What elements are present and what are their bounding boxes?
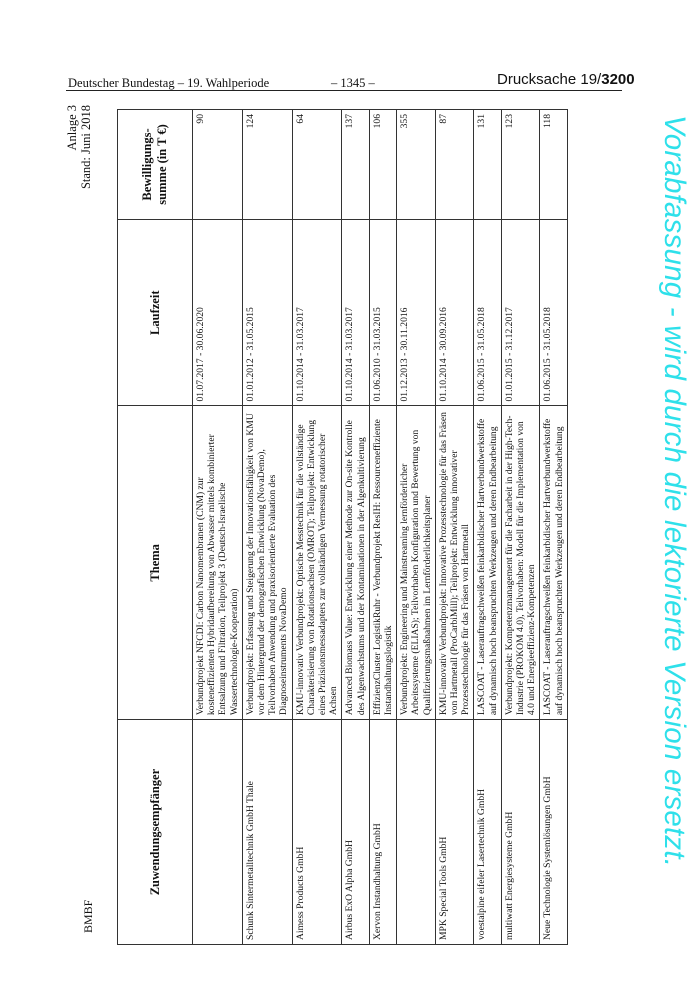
page-number: – 1345 – — [331, 76, 375, 90]
cell-summe: 64 — [292, 110, 342, 220]
header-laufzeit: Laufzeit — [118, 219, 193, 406]
table-row — [292, 110, 342, 945]
draft-watermark: Vorabfassung - wird durch die lektorierte Version ersetzt. — [658, 115, 691, 868]
cell-laufzeit: 01.06.2015 - 31.05.2018 — [474, 219, 501, 406]
cell-summe: 87 — [435, 110, 474, 220]
header-empfaenger: Zuwendungsempfänger — [118, 720, 193, 945]
stand-label: Stand: Juni 2018 — [79, 105, 93, 190]
cell-thema: Advanced Biomass Value: Entwicklung einer Methode zur On-site Kontrolle des Algenwachstums und der Kontaminationen in der Algenkultivierung — [342, 406, 369, 720]
cell-laufzeit: 01.10.2014 - 30.09.2016 — [435, 219, 474, 406]
table-row — [474, 110, 501, 945]
drucksache-prefix: 19/ — [580, 71, 602, 88]
table-row — [501, 110, 540, 945]
cell-thema: LASCOAT - Laserauftragschweißen feinkarbidischer Hartverbundwerkstoffe auf dynamisch hoch beanspruchten Werkzeugen und deren Endbearbeitung — [540, 406, 567, 720]
cell-summe: 131 — [474, 110, 501, 220]
table-row — [369, 110, 396, 945]
cell-empfaenger — [397, 720, 436, 945]
table-row — [435, 110, 474, 945]
cell-thema: Verbundprojekt: Erfassung und Steigerung der Innovationsfähigkeit von KMU vor dem Hintergrund der demografischen Entwicklung (NovaDemo), Teilvorhaben Anwendung und praxisorientierte Evaluation des Diagnoseinstruments NovaDemo — [242, 406, 292, 720]
cell-empfaenger: Neue Technologie Systemlösungen GmbH — [540, 720, 567, 945]
cell-empfaenger: multiwatt Energiesysteme GmbH — [501, 720, 540, 945]
cell-summe: 118 — [540, 110, 567, 220]
cell-empfaenger: Aimess Products GmbH — [292, 720, 342, 945]
cell-empfaenger: voestalpine eifeler Lasertechnik GmbH — [474, 720, 501, 945]
cell-summe: 137 — [342, 110, 369, 220]
cell-thema: KMU-innovativ Verbundprojekt: Optische Messtechnik für die vollständige Charakterisierung von Rotationsachsen (OMROT); Teilprojekt: Entwicklung eines Präzisionsmessadapters zur vollständigen Vermessung rotatorischer Achsen — [292, 406, 342, 720]
cell-laufzeit: 01.01.2012 - 31.05.2015 — [242, 219, 292, 406]
anlage-label: Anlage 3 — [65, 105, 79, 151]
cell-empfaenger: Schunk Sintermetalltechnik GmbH Thale — [242, 720, 292, 945]
cell-laufzeit: 01.10.2014 - 31.03.2017 — [292, 219, 342, 406]
drucksache-word: Drucksache — [497, 71, 577, 88]
cell-laufzeit: 01.06.2010 - 31.03.2015 — [369, 219, 396, 406]
cell-thema: Verbundprojekt: Kompetenzmanagement für die Facharbeit in der High-Tech-Industrie (PROKOM 4.0), Teilvorhaben: Modell für die Implementation von 4.0 und Energieeffizienz-Kompetenzen — [501, 406, 540, 720]
funding-table — [117, 109, 568, 945]
drucksache-label — [497, 71, 635, 88]
cell-thema: Verbundprojekt NFCDI: Carbon Nanomembranen (CNM) zur kosteneffizienten Hybridaufbereitung von Abwasser mittels kombinierter Entsalzung und Filtration, Teilprojekt 3 (Deutsch-Israelische Wassertechnologie-Kooperation) — [193, 406, 243, 720]
cell-laufzeit: 01.10.2014 - 31.03.2017 — [342, 219, 369, 406]
table-row — [540, 110, 567, 945]
cell-empfaenger: Airbus ExO Alpha GmbH — [342, 720, 369, 945]
cell-summe: 106 — [369, 110, 396, 220]
cell-laufzeit: 01.07.2017 - 30.06.2020 — [193, 219, 243, 406]
header-summe: Bewilligungs-summe (in T €) — [118, 110, 193, 220]
rotated-page — [65, 105, 605, 945]
cell-summe: 355 — [397, 110, 436, 220]
cell-empfaenger: MPK Special Tools GmbH — [435, 720, 474, 945]
cell-empfaenger: Xervon Instandhaltung GmbH — [369, 720, 396, 945]
table-row — [342, 110, 369, 945]
cell-laufzeit: 01.12.2013 - 30.11.2016 — [397, 219, 436, 406]
cell-empfaenger — [193, 720, 243, 945]
cell-laufzeit: 01.06.2015 - 31.05.2018 — [540, 219, 567, 406]
cell-summe: 90 — [193, 110, 243, 220]
cell-thema: EffizienzCluster LogistikRuhr - Verbundprojekt ResIH: Ressourceneffiziente Instandhaltungslogistik — [369, 406, 396, 720]
cell-summe: 124 — [242, 110, 292, 220]
cell-thema: Verbundprojekt: Engineering und Mainstreaming lernförderlicher Arbeitssysteme (ELIAS); Teilvorhaben Konfiguration und Bewertung von Qualifizierungsmaßnahmen im Lernförderlichkeitsplaner — [397, 406, 436, 720]
cell-laufzeit: 01.01.2015 - 31.12.2017 — [501, 219, 540, 406]
drucksache-number: 3200 — [601, 71, 635, 88]
table-row — [242, 110, 292, 945]
header-left: Deutscher Bundestag – 19. Wahlperiode — [68, 76, 270, 90]
ministry-label: BMBF — [81, 899, 95, 933]
header-thema: Thema — [118, 406, 193, 720]
cell-summe: 123 — [501, 110, 540, 220]
header-rule — [66, 90, 622, 91]
table-row — [193, 110, 243, 945]
anlage-block — [65, 105, 93, 189]
table-body — [193, 110, 568, 945]
cell-thema: KMU-innovativ Verbundprojekt: Innovative Prozesstechnologie für das Fräsen von Hartmetall (ProCarbiMill); Teilprojekt: Entwicklung innovativer Prozesstechnologie für das Fräsen von Hartmetall — [435, 406, 474, 720]
cell-thema: LASCOAT - Laserauftragschweißen feinkarbidischer Hartverbundwerkstoffe auf dynamisch hoch beanspruchten Werkzeugen und deren Endbearbeitung — [474, 406, 501, 720]
table-header-row — [118, 110, 193, 945]
table-row — [397, 110, 436, 945]
